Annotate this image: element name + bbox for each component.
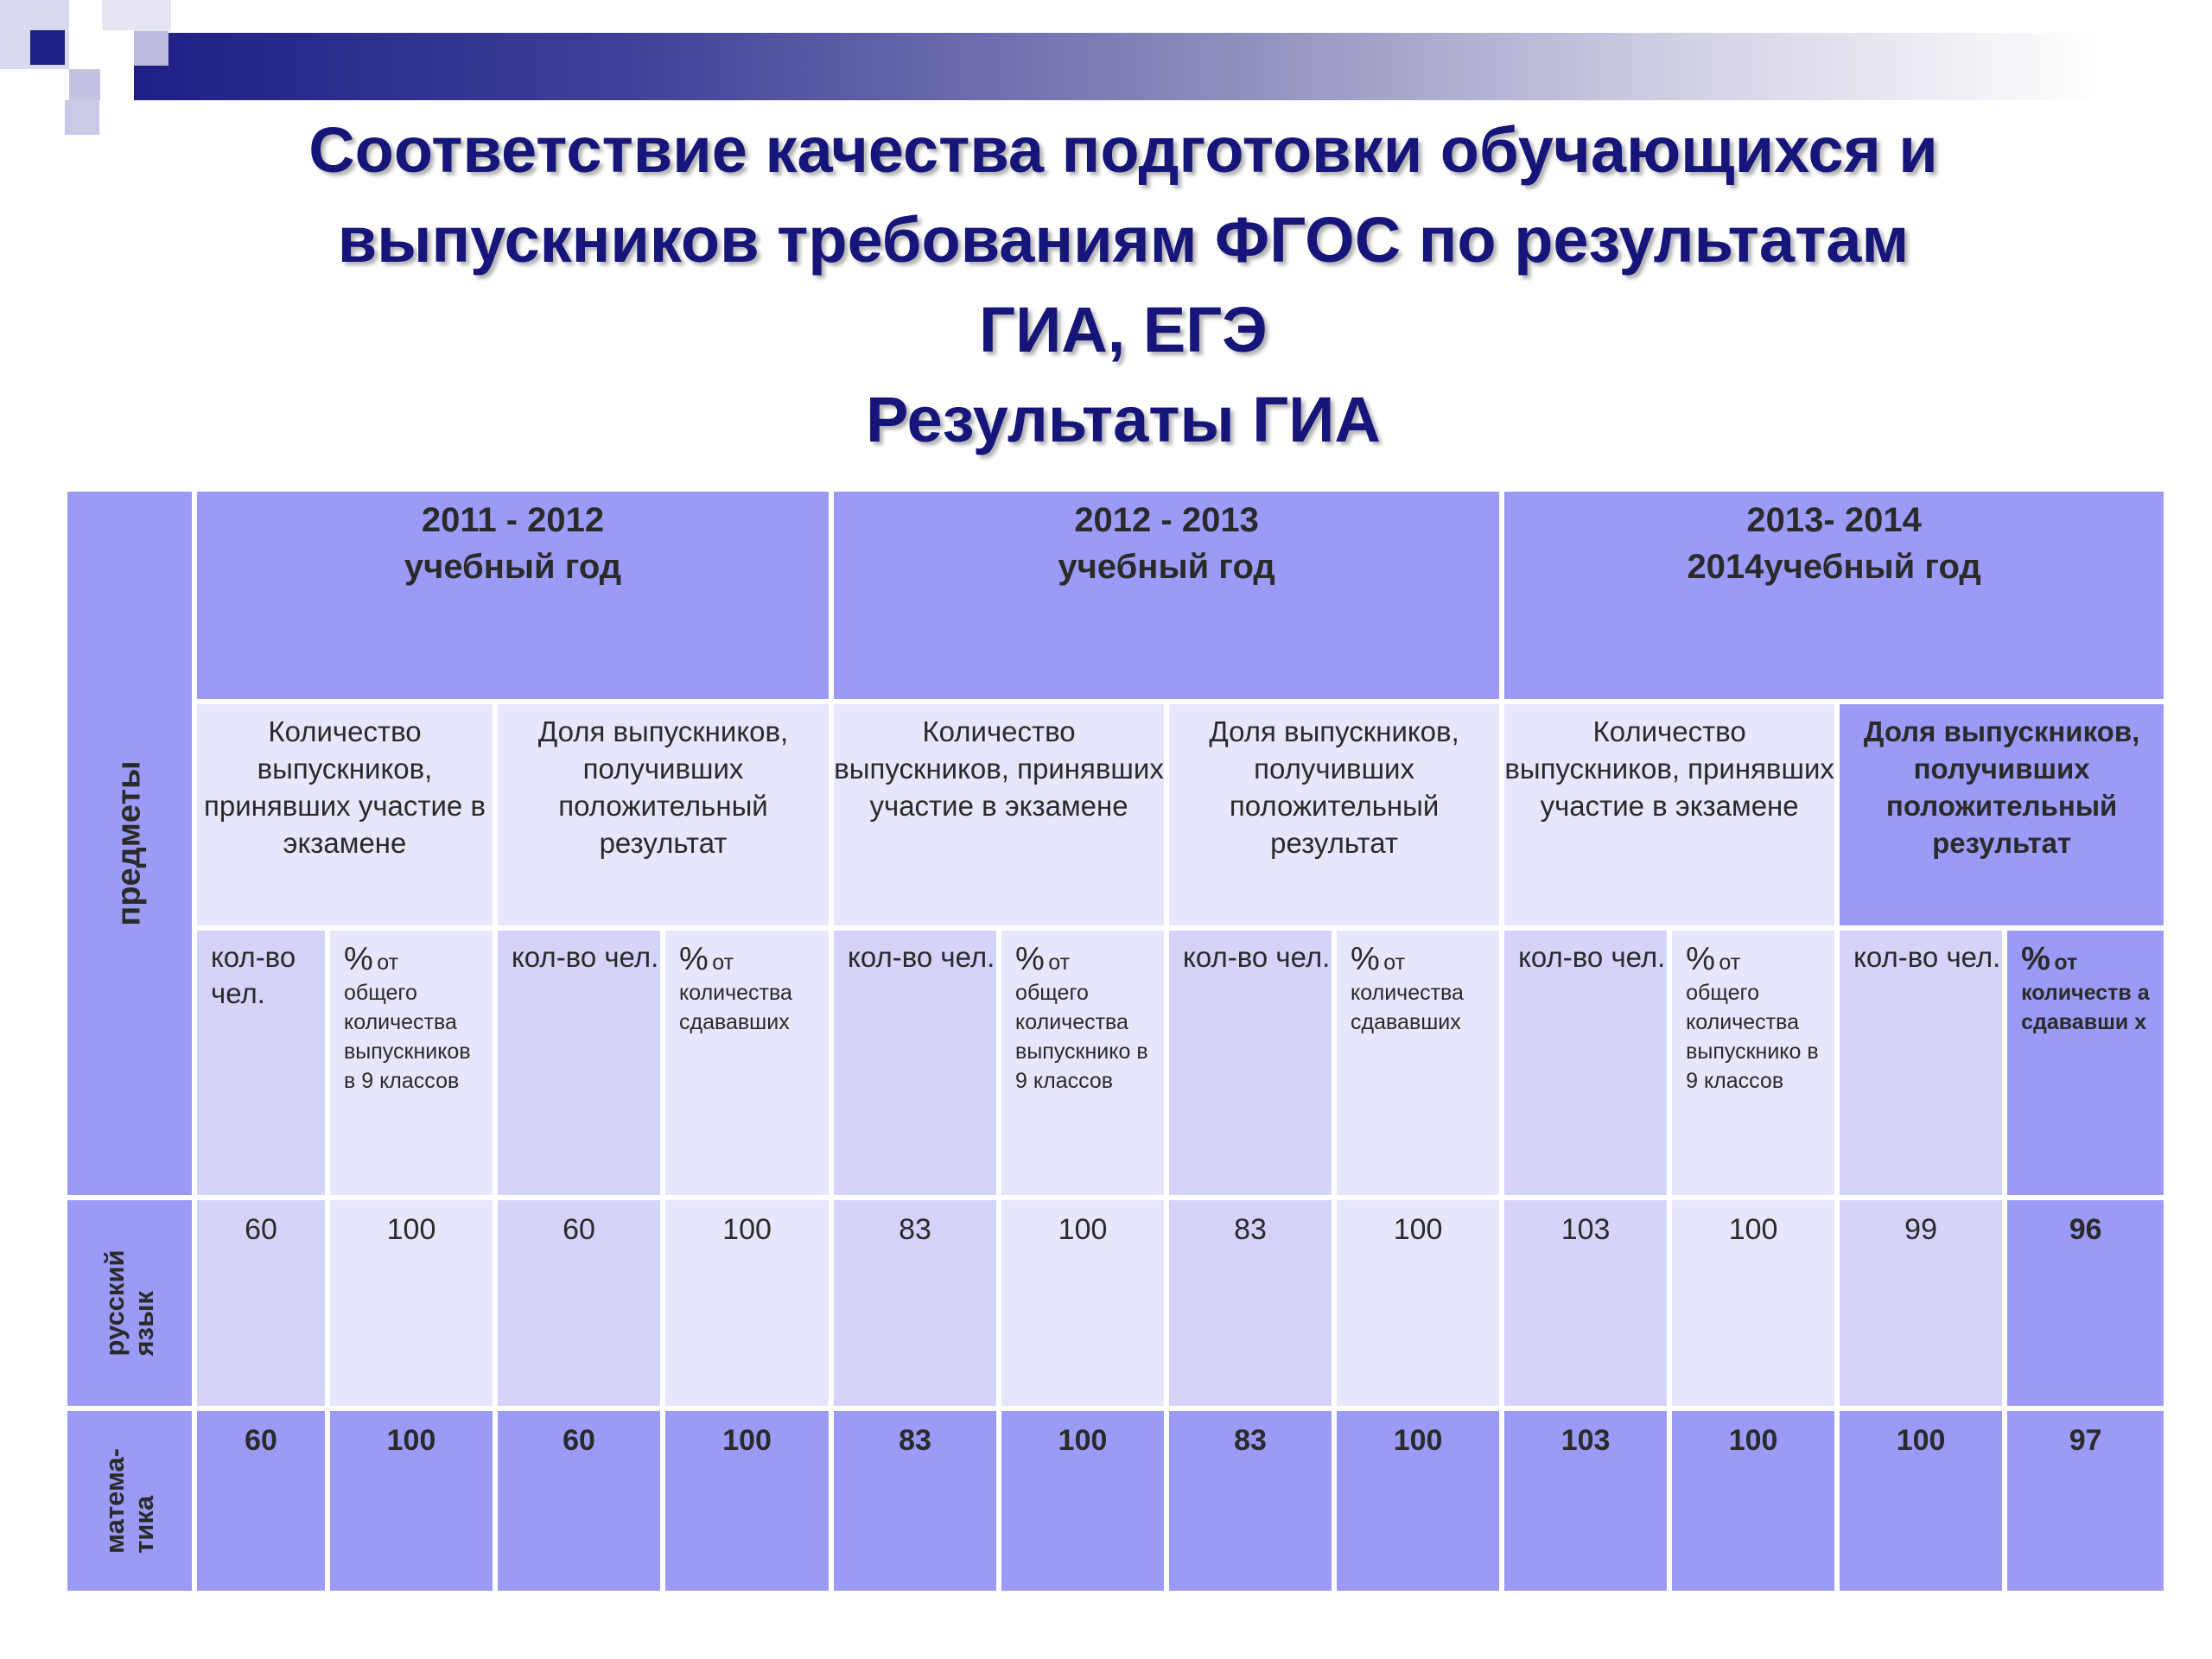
value-cell: 100: [1334, 1408, 1502, 1593]
value-cell: 96: [2005, 1198, 2166, 1408]
percent-caption: общего количества выпускнико в 9 классов: [1015, 981, 1148, 1093]
row-header-label: предметы: [111, 760, 148, 926]
value-cell: 100: [1837, 1408, 2005, 1593]
group-header: Количество выпускников, принявших участие в экзамене: [1502, 702, 1837, 928]
title-line-4: Результаты ГИА: [866, 384, 1381, 455]
percent-symbol: %: [1015, 941, 1045, 977]
table-row: [65, 1408, 2166, 1593]
percent-word: от: [712, 950, 734, 975]
value-cell: 100: [663, 1408, 831, 1593]
percent-caption: общего количества выпускников в 9 классов: [344, 981, 471, 1093]
header-gradient-bar: [134, 33, 2104, 100]
group-header: Доля выпускников, получивших положительный результат: [495, 702, 831, 928]
subheader-count: кол-во чел.: [495, 928, 663, 1198]
value-cell: 100: [1669, 1198, 1837, 1408]
value-cell: 60: [194, 1198, 327, 1408]
value-cell: 100: [327, 1198, 495, 1408]
group-header: Доля выпускников, получивших положительный результат: [1837, 702, 2166, 928]
table-row: [65, 1198, 2166, 1408]
row-header-cell: [65, 489, 194, 1198]
subheader-count: кол-во чел.: [1837, 928, 2005, 1198]
group-header: Количество выпускников, принявших участие в экзамене: [831, 702, 1166, 928]
subheader-percent: [1334, 928, 1502, 1198]
year-range: 2013- 2014: [1746, 501, 1922, 539]
year-range: 2012 - 2013: [1074, 501, 1259, 539]
value-cell: 103: [1502, 1408, 1669, 1593]
percent-word: от: [1383, 950, 1406, 975]
title-line-1: Соответствие качества подготовки обучающихся и: [308, 114, 1938, 186]
value-cell: 60: [495, 1198, 663, 1408]
year-header-2012-2013: [831, 489, 1502, 702]
subheader-count: кол-во чел.: [1502, 928, 1669, 1198]
value-cell: 100: [1669, 1408, 1837, 1593]
value-cell: 83: [1166, 1408, 1334, 1593]
percent-symbol: %: [1351, 941, 1380, 977]
group-header: Количество выпускников, принявших участие в экзамене: [194, 702, 495, 928]
percent-word: от: [377, 950, 399, 975]
subheader-percent: [1669, 928, 1837, 1198]
value-cell: 100: [999, 1408, 1166, 1593]
percent-caption: количеств а сдававши х: [2021, 981, 2150, 1034]
subheader-percent: [327, 928, 495, 1198]
percent-word: от: [1048, 950, 1071, 975]
value-cell: 60: [495, 1408, 663, 1593]
percent-word: от: [1719, 950, 1741, 975]
value-cell: 83: [831, 1408, 999, 1593]
percent-caption: общего количества выпускнико в 9 классов: [1686, 981, 1819, 1093]
year-caption: 2014учебный год: [1687, 548, 1981, 586]
gia-results-table: [62, 486, 2169, 1596]
percent-caption: количества сдававших: [679, 981, 792, 1034]
subheader-percent: [2005, 928, 2166, 1198]
year-caption: учебный год: [404, 548, 622, 586]
subject-cell-math: [65, 1408, 194, 1593]
group-header: Доля выпускников, получивших положительный результат: [1166, 702, 1502, 928]
value-cell: 99: [1837, 1198, 2005, 1408]
percent-symbol: %: [344, 941, 373, 977]
title-line-2: выпускников требованиям ФГОС по результатам: [337, 204, 1910, 276]
subheader-percent: [663, 928, 831, 1198]
subheader-count: кол-во чел.: [194, 928, 327, 1198]
title-line-3: ГИА, ЕГЭ: [979, 294, 1268, 365]
percent-symbol: %: [1686, 941, 1715, 977]
value-cell: 100: [327, 1408, 495, 1593]
year-caption: учебный год: [1058, 548, 1275, 586]
subject-label: русский язык: [99, 1249, 159, 1357]
value-cell: 60: [194, 1408, 327, 1593]
value-cell: 103: [1502, 1198, 1669, 1408]
year-header-2013-2014: [1502, 489, 2166, 702]
subject-label: матема- тика: [99, 1448, 159, 1554]
percent-word: от: [2054, 950, 2078, 975]
subheader-count: кол-во чел.: [1166, 928, 1334, 1198]
subject-cell-russian: [65, 1198, 194, 1408]
value-cell: 83: [831, 1198, 999, 1408]
value-cell: 100: [1334, 1198, 1502, 1408]
slide-title: [104, 105, 2143, 465]
percent-symbol: %: [679, 941, 709, 977]
percent-caption: количества сдававших: [1351, 981, 1464, 1034]
value-cell: 97: [2005, 1408, 2166, 1593]
value-cell: 100: [999, 1198, 1166, 1408]
subheader-percent: [999, 928, 1166, 1198]
value-cell: 83: [1166, 1198, 1334, 1408]
year-range: 2011 - 2012: [421, 501, 605, 539]
value-cell: 100: [663, 1198, 831, 1408]
year-header-2011-2012: [194, 489, 831, 702]
subheader-count: кол-во чел.: [831, 928, 999, 1198]
percent-symbol: %: [2021, 941, 2050, 977]
